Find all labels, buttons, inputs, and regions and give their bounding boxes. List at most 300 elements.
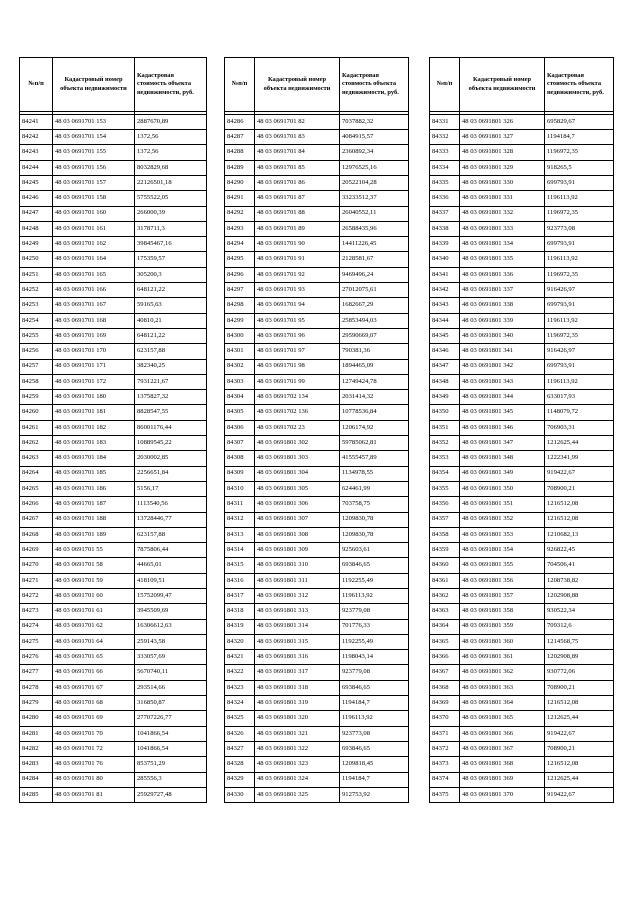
table-row [225,543,409,558]
cadastral-number: 48 03 0691701 92 [255,267,340,282]
cadastral-value: 623157,88 [135,344,207,359]
cadastral-value: 1196113,92 [545,252,614,267]
cadastral-value: 25929727,48 [135,787,207,802]
cadastral-value: 1196972,35 [545,267,614,282]
row-number: 84301 [225,344,255,359]
cadastral-value: 316850,87 [135,696,207,711]
row-number: 84361 [430,573,460,588]
cadastral-number: 48 03 0691801 349 [460,466,545,481]
row-number: 84286 [225,114,255,129]
cadastral-number: 48 03 0691801 305 [255,481,340,496]
row-number: 84320 [225,634,255,649]
cadastral-value: 2256651,84 [135,466,207,481]
table-row [20,650,207,665]
cadastral-value: 923779,08 [340,665,409,680]
row-number: 84297 [225,283,255,298]
row-number: 84277 [20,665,53,680]
row-number: 84273 [20,604,53,619]
cadastral-number: 48 03 0691701 169 [53,328,135,343]
table-row [430,711,614,726]
cadastral-number: 48 03 0691701 59 [53,573,135,588]
table-row [430,573,614,588]
row-number: 84322 [225,665,255,680]
table-row [430,145,614,160]
cadastral-number: 48 03 0691801 314 [255,619,340,634]
cadastral-number: 48 03 0691701 67 [53,680,135,695]
cadastral-number: 48 03 0691701 60 [53,589,135,604]
row-number: 84336 [430,191,460,206]
cadastral-value: 1208738,82 [545,573,614,588]
row-number: 84300 [225,328,255,343]
cadastral-value: 1682667,29 [340,298,409,313]
cadastral-value: 22126501,18 [135,175,207,190]
table-row [225,145,409,160]
row-number: 84356 [430,497,460,512]
cadastral-value: 175359,57 [135,252,207,267]
table-row [430,374,614,389]
row-number: 84335 [430,175,460,190]
table-row [225,726,409,741]
cadastral-value: 2030002,85 [135,451,207,466]
cadastral-value: 853751,29 [135,757,207,772]
cadastral-value: 648121,22 [135,328,207,343]
table-row [430,497,614,512]
cadastral-value: 1198043,14 [340,650,409,665]
table-row [225,711,409,726]
row-number: 84292 [225,206,255,221]
cadastral-value: 706903,31 [545,420,614,435]
table-row [430,543,614,558]
cadastral-value: 695829,67 [545,114,614,129]
cadastral-number: 48 03 0691801 335 [460,252,545,267]
cadastral-value: 919422,67 [545,726,614,741]
cadastral-table-1 [19,57,207,803]
row-number: 84342 [430,283,460,298]
cadastral-number: 48 03 0691701 172 [53,374,135,389]
header-cadastral-value: Кадастровая стоимость объекта недвижимости, руб. [340,58,409,112]
cadastral-value: 701776,33 [340,619,409,634]
row-number: 84311 [225,497,255,512]
table-row [225,696,409,711]
table-row [20,206,207,221]
row-number: 84343 [430,298,460,313]
cadastral-value: 259143,58 [135,634,207,649]
cadastral-number: 48 03 0691801 357 [460,589,545,604]
table-row [430,558,614,573]
table-row [20,573,207,588]
table-row [20,711,207,726]
cadastral-number: 48 03 0691801 366 [460,726,545,741]
cadastral-value: 1210682,13 [545,527,614,542]
table-row [20,741,207,756]
row-number: 84348 [430,374,460,389]
cadastral-number: 48 03 0691701 189 [53,527,135,542]
cadastral-number: 48 03 0691801 347 [460,436,545,451]
row-number: 84325 [225,711,255,726]
row-number: 84344 [430,313,460,328]
cadastral-number: 48 03 0691701 162 [53,237,135,252]
table-row [430,221,614,236]
cadastral-number: 48 03 0691701 83 [255,130,340,145]
table-row [20,497,207,512]
cadastral-number: 48 03 0691701 160 [53,206,135,221]
table-row [225,481,409,496]
row-number: 84282 [20,741,53,756]
row-number: 84269 [20,543,53,558]
cadastral-value: 39845467,16 [135,237,207,252]
cadastral-value: 1196113,92 [545,313,614,328]
cadastral-number: 48 03 0691801 303 [255,451,340,466]
row-number: 84243 [20,145,53,160]
cadastral-number: 48 03 0691801 333 [460,221,545,236]
row-number: 84328 [225,757,255,772]
cadastral-value: 708900,21 [545,741,614,756]
cadastral-number: 48 03 0691701 170 [53,344,135,359]
table-row [225,451,409,466]
cadastral-value: 1216512,08 [545,696,614,711]
cadastral-number: 48 03 0691801 320 [255,711,340,726]
cadastral-number: 48 03 0691801 342 [460,359,545,374]
table-row [225,573,409,588]
cadastral-number: 48 03 0691801 331 [460,191,545,206]
cadastral-number: 48 03 0691801 350 [460,481,545,496]
cadastral-number: 48 03 0691801 365 [460,711,545,726]
cadastral-value: 1216512,08 [545,497,614,512]
cadastral-number: 48 03 0691801 358 [460,604,545,619]
table-row [430,298,614,313]
table-row [20,634,207,649]
cadastral-value: 305200,3 [135,267,207,282]
row-number: 84340 [430,252,460,267]
row-number: 84352 [430,436,460,451]
row-number: 84257 [20,359,53,374]
cadastral-number: 48 03 0691801 322 [255,741,340,756]
table-row [20,114,207,129]
cadastral-value: 293514,66 [135,680,207,695]
cadastral-number: 48 03 0691701 61 [53,604,135,619]
row-number: 84288 [225,145,255,160]
row-number: 84350 [430,405,460,420]
row-number: 84255 [20,328,53,343]
cadastral-value: 9469496,24 [340,267,409,282]
cadastral-number: 48 03 0691801 354 [460,543,545,558]
cadastral-value: 930522,34 [545,604,614,619]
row-number: 84281 [20,726,53,741]
table-row [430,772,614,787]
cadastral-number: 48 03 0691702 134 [255,390,340,405]
cadastral-number: 48 03 0691801 344 [460,390,545,405]
cadastral-value: 1134978,55 [340,466,409,481]
header-cadastral-value: Кадастровая стоимость объекта недвижимости, руб. [545,58,614,112]
row-number: 84375 [430,787,460,802]
cadastral-value: 708900,21 [545,481,614,496]
row-number: 84256 [20,344,53,359]
table-row [225,328,409,343]
row-number: 84247 [20,206,53,221]
table-row [20,267,207,282]
cadastral-number: 48 03 0691801 326 [460,114,545,129]
table-row [20,527,207,542]
row-number: 84289 [225,160,255,175]
table-row [20,757,207,772]
cadastral-value: 26588435,96 [340,221,409,236]
table-row [20,772,207,787]
table-row [225,589,409,604]
cadastral-number: 48 03 0691801 363 [460,680,545,695]
cadastral-number: 48 03 0691801 307 [255,512,340,527]
header-cadastral-number: Кадастровый номер объекта недвижимости [460,58,545,112]
table-row [430,741,614,756]
cadastral-number: 48 03 0691801 345 [460,405,545,420]
header-number: №п/п [20,58,53,112]
table-row [20,665,207,680]
cadastral-value: 1192255,49 [340,573,409,588]
table-row [225,772,409,787]
cadastral-value: 29590669,07 [340,328,409,343]
table-row [20,130,207,145]
cadastral-value: 12749424,78 [340,374,409,389]
cadastral-number: 48 03 0691701 156 [53,160,135,175]
row-number: 84285 [20,787,53,802]
cadastral-value: 1196972,35 [545,206,614,221]
cadastral-number: 48 03 0691701 184 [53,451,135,466]
cadastral-value: 59165,63 [135,298,207,313]
cadastral-number: 48 03 0691702 23 [255,420,340,435]
cadastral-value: 41555457,89 [340,451,409,466]
table-row [20,390,207,405]
table-row [430,267,614,282]
cadastral-number: 48 03 0691801 362 [460,665,545,680]
row-number: 84287 [225,130,255,145]
table-row [20,726,207,741]
cadastral-number: 48 03 0691701 64 [53,634,135,649]
table-row [20,145,207,160]
table-row [20,420,207,435]
row-number: 84362 [430,589,460,604]
cadastral-value: 2887670,89 [135,114,207,129]
table-row [20,160,207,175]
row-number: 84357 [430,512,460,527]
table-row [20,175,207,190]
cadastral-number: 48 03 0691701 168 [53,313,135,328]
cadastral-value: 86001176,44 [135,420,207,435]
cadastral-value: 918265,5 [545,160,614,175]
table-row [20,283,207,298]
cadastral-number: 48 03 0691801 355 [460,558,545,573]
row-number: 84293 [225,221,255,236]
cadastral-number: 48 03 0691801 306 [255,497,340,512]
table-row [430,650,614,665]
table-row [225,114,409,129]
cadastral-number: 48 03 0691701 87 [255,191,340,206]
table-row [225,650,409,665]
row-number: 84318 [225,604,255,619]
cadastral-number: 48 03 0691701 186 [53,481,135,496]
cadastral-value: 930772,06 [545,665,614,680]
table-row [225,267,409,282]
cadastral-number: 48 03 0691801 334 [460,237,545,252]
table-row [430,481,614,496]
table-row [20,191,207,206]
cadastral-number: 48 03 0691801 348 [460,451,545,466]
cadastral-value: 2031414,32 [340,390,409,405]
cadastral-value: 1372,56 [135,145,207,160]
row-number: 84329 [225,772,255,787]
row-number: 84337 [430,206,460,221]
table-row [225,160,409,175]
cadastral-value: 1214568,75 [545,634,614,649]
cadastral-number: 48 03 0691701 155 [53,145,135,160]
row-number: 84296 [225,267,255,282]
cadastral-number: 48 03 0691701 81 [53,787,135,802]
cadastral-value: 3178711,3 [135,221,207,236]
row-number: 84346 [430,344,460,359]
cadastral-value: 1196113,92 [545,374,614,389]
cadastral-number: 48 03 0691701 85 [255,160,340,175]
row-number: 84302 [225,359,255,374]
row-number: 84359 [430,543,460,558]
table-row [225,313,409,328]
cadastral-value: 1209818,45 [340,757,409,772]
cadastral-value: 8828547,55 [135,405,207,420]
table-header-row [20,58,207,112]
table-row [20,221,207,236]
row-number: 84316 [225,573,255,588]
cadastral-number: 48 03 0691801 325 [255,787,340,802]
table-row [430,114,614,129]
table-row [225,665,409,680]
cadastral-number: 48 03 0691801 309 [255,543,340,558]
cadastral-number: 48 03 0691801 341 [460,344,545,359]
cadastral-number: 48 03 0691701 95 [255,313,340,328]
row-number: 84279 [20,696,53,711]
row-number: 84246 [20,191,53,206]
row-number: 84334 [430,160,460,175]
cadastral-value: 648121,22 [135,283,207,298]
row-number: 84358 [430,527,460,542]
cadastral-number: 48 03 0691801 361 [460,650,545,665]
cadastral-number: 48 03 0691701 183 [53,436,135,451]
cadastral-number: 48 03 0691701 62 [53,619,135,634]
cadastral-value: 8032829,68 [135,160,207,175]
row-number: 84355 [430,481,460,496]
table-row [225,175,409,190]
header-cadastral-value: Кадастровая стоимость объекта недвижимости, руб. [135,58,207,112]
table-row [225,237,409,252]
row-number: 84341 [430,267,460,282]
table-row [430,130,614,145]
table-row [20,313,207,328]
cadastral-number: 48 03 0691801 368 [460,757,545,772]
cadastral-number: 48 03 0691801 315 [255,634,340,649]
table-row [430,619,614,634]
cadastral-value: 912753,92 [340,787,409,802]
table-row [20,451,207,466]
cadastral-value: 1196972,35 [545,328,614,343]
cadastral-number: 48 03 0691801 313 [255,604,340,619]
cadastral-number: 48 03 0691801 316 [255,650,340,665]
row-number: 84313 [225,527,255,542]
cadastral-number: 48 03 0691701 167 [53,298,135,313]
cadastral-value: 5755522,05 [135,191,207,206]
cadastral-number: 48 03 0691701 91 [255,252,340,267]
row-number: 84295 [225,252,255,267]
row-number: 84364 [430,619,460,634]
row-number: 84309 [225,466,255,481]
row-number: 84371 [430,726,460,741]
cadastral-value: 923779,08 [340,604,409,619]
cadastral-number: 48 03 0691801 356 [460,573,545,588]
cadastral-value: 1113540,56 [135,497,207,512]
table-row [430,451,614,466]
cadastral-number: 48 03 0691701 72 [53,741,135,756]
row-number: 84306 [225,420,255,435]
row-number: 84310 [225,481,255,496]
cadastral-value: 693846,65 [340,558,409,573]
table-row [225,787,409,802]
cadastral-value: 1212625,44 [545,772,614,787]
table-row [20,405,207,420]
cadastral-value: 916426,97 [545,344,614,359]
cadastral-value: 5156,17 [135,481,207,496]
table-row [225,206,409,221]
cadastral-number: 48 03 0691701 69 [53,711,135,726]
cadastral-value: 703758,75 [340,497,409,512]
row-number: 84347 [430,359,460,374]
row-number: 84327 [225,741,255,756]
cadastral-number: 48 03 0691801 327 [460,130,545,145]
cadastral-value: 1216512,08 [545,757,614,772]
cadastral-value: 623157,88 [135,527,207,542]
table-row [20,512,207,527]
cadastral-number: 48 03 0691801 329 [460,160,545,175]
cadastral-value: 1202908,89 [545,650,614,665]
table-row [225,191,409,206]
cadastral-value: 919422,67 [545,787,614,802]
row-number: 84319 [225,619,255,634]
row-number: 84349 [430,390,460,405]
row-number: 84258 [20,374,53,389]
cadastral-number: 48 03 0691801 317 [255,665,340,680]
cadastral-number: 48 03 0691702 136 [255,405,340,420]
cadastral-value: 1196113,92 [545,191,614,206]
cadastral-number: 48 03 0691701 154 [53,130,135,145]
cadastral-number: 48 03 0691801 352 [460,512,545,527]
row-number: 84245 [20,175,53,190]
row-number: 84345 [430,328,460,343]
cadastral-number: 48 03 0691701 84 [255,145,340,160]
row-number: 84248 [20,221,53,236]
table-row [430,420,614,435]
row-number: 84284 [20,772,53,787]
cadastral-number: 48 03 0691701 66 [53,665,135,680]
header-cadastral-number: Кадастровый номер объекта недвижимости [53,58,135,112]
cadastral-value: 919422,67 [545,466,614,481]
cadastral-number: 48 03 0691801 337 [460,283,545,298]
table-row [430,757,614,772]
table-row [225,558,409,573]
cadastral-number: 48 03 0691801 324 [255,772,340,787]
cadastral-number: 48 03 0691701 55 [53,543,135,558]
table-row [225,512,409,527]
cadastral-number: 48 03 0691801 328 [460,145,545,160]
cadastral-number: 48 03 0691801 339 [460,313,545,328]
cadastral-value: 40810,21 [135,313,207,328]
cadastral-number: 48 03 0691701 98 [255,359,340,374]
table-row [225,497,409,512]
header-number: №п/п [225,58,255,112]
cadastral-number: 48 03 0691801 308 [255,527,340,542]
